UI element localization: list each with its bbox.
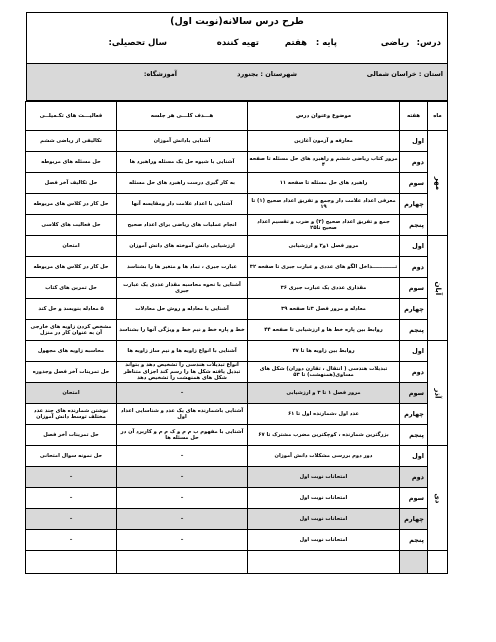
topic-cell: دور دوم بررسی مشکلات دانش آموزان	[248, 446, 400, 467]
goal-cell: آشنایی باشمارنده های یک عدد و شناسایی اعداد اول	[117, 404, 248, 425]
activity-cell: –	[26, 488, 117, 509]
week-cell: اول	[400, 341, 428, 362]
goal-cell: آشنایی بادانش آموزان	[117, 131, 248, 152]
province-text: استان : خراسان شمالی	[366, 70, 443, 78]
topic-cell: امتحانات نوبت اول	[248, 509, 400, 530]
empty-cell	[26, 551, 117, 574]
table-row	[26, 383, 448, 404]
goal-cell: –	[117, 467, 248, 488]
topic-cell: معارفه و آزمون آغازین	[248, 131, 400, 152]
week-cell: پنجم	[400, 320, 428, 341]
activity-cell: نوشتن شمارنده های چند عدد مختلف توسط دانش آموزان	[26, 404, 117, 425]
topic-cell: مقداری عددی یک عبارت جبری ۳۶	[248, 278, 400, 299]
activity-cell: حل کار در کلاس های مربوطه	[26, 257, 117, 278]
empty-cell	[117, 551, 248, 574]
goal-cell: آشنایی با اعداد علامت دار ومقایسه آنها	[117, 194, 248, 215]
lesson-plan-table	[25, 101, 448, 574]
col-topic: موضوع وعنوان درس	[248, 102, 400, 131]
month-cell	[428, 236, 448, 341]
school-text: آموزشگاه:	[143, 70, 177, 78]
empty-cell	[400, 551, 428, 574]
week-cell: سوم	[400, 173, 428, 194]
table-footer-row	[26, 551, 448, 574]
table-row	[26, 194, 448, 215]
activity-cell: –	[26, 530, 117, 551]
week-cell: پنجم	[400, 215, 428, 236]
month-name: آبان	[433, 281, 442, 295]
activity-cell: –	[26, 509, 117, 530]
goal-cell: آشنایی با نحوه محاسبه مقدار عددی یک عبارت جبری	[117, 278, 248, 299]
week-cell: دوم	[400, 362, 428, 383]
month-cell	[428, 341, 448, 446]
grade-value: هفتم	[284, 38, 307, 48]
activity-cell: حل تمرینات آخر فصل وجدوره	[26, 362, 117, 383]
activity-cell: حل تکالیف آخر فصل	[26, 173, 117, 194]
activity-cell: امتحان	[26, 236, 117, 257]
topic-cell: امتحانات نوبت اول	[248, 530, 400, 551]
topic-cell: تـــــــــــــداخل الگو های عددی و عبارت جبری تا صفحه ۳۲	[248, 257, 400, 278]
goal-cell: –	[117, 509, 248, 530]
activity-cell: حل کار در کلاس های مربوطه	[26, 194, 117, 215]
col-goal: هـــدف کلـــی هر جلسه	[117, 102, 248, 131]
table-row	[26, 320, 448, 341]
goal-cell: آشنایی با شیوه حل یک مسئله وراهبرد ها	[117, 152, 248, 173]
week-cell: چهارم	[400, 509, 428, 530]
activity-cell: حل تمرین های کتاب	[26, 278, 117, 299]
goal-cell: –	[117, 446, 248, 467]
activity-cell: مشخص کردن زاویه های خارجی آن به عنوان کار در منزل	[26, 320, 117, 341]
activity-cell: حل نمونه سوال امتحانی	[26, 446, 117, 467]
table-row	[26, 131, 448, 152]
topic-cell: روابط بین زاویه ها تا ۴۷	[248, 341, 400, 362]
table-header-row	[26, 102, 448, 131]
grade-label: پایه :	[315, 38, 337, 48]
week-cell: اول	[400, 446, 428, 467]
goal-cell: عبارت جبری ، نماد ها و متغیر ها را بشناسد	[117, 257, 248, 278]
topic-cell: راهبرد های حل مسئله تا صفحه ۱۱	[248, 173, 400, 194]
topic-cell: بزرگترین شمارنده ، کوچکترین مضرب مشترک تا ۶۷	[248, 425, 400, 446]
topic-cell: معادله و مرور فصل ۳تا صفحه ۳۹	[248, 299, 400, 320]
activity-cell: امتحان	[26, 383, 117, 404]
table-row	[26, 236, 448, 257]
month-name: آذر	[433, 387, 442, 399]
table-row	[26, 362, 448, 383]
topic-cell: جمع و تفریق اعداد صحیح (۲) و ضرب و تقسیم اعداد صحیح تا۲۵	[248, 215, 400, 236]
week-cell: اول	[400, 236, 428, 257]
table-row	[26, 278, 448, 299]
month-cell	[428, 131, 448, 236]
table-row	[26, 467, 448, 488]
topic-cell: امتحانات نوبت اول	[248, 467, 400, 488]
activity-cell: –	[26, 467, 117, 488]
week-cell: پنجم	[400, 530, 428, 551]
week-cell: سوم	[400, 278, 428, 299]
activity-cell: محاسبه زاویه های مجهول	[26, 341, 117, 362]
table-row	[26, 404, 448, 425]
table-row	[26, 299, 448, 320]
table-row	[26, 530, 448, 551]
activity-cell: تکالیفی از ریاضی ششم	[26, 131, 117, 152]
goal-cell: آشنایی با مفهوم ب م م و ک م م و کاربرد آن در حل مسئله ها	[117, 425, 248, 446]
month-name: مهر	[433, 176, 442, 190]
week-cell: سوم	[400, 383, 428, 404]
goal-cell: –	[117, 383, 248, 404]
goal-cell: به کار گیری درست راهبرد های حل مسئله	[117, 173, 248, 194]
topic-cell: عدد اول ،شمارنده اول تا ۶۱	[248, 404, 400, 425]
week-cell: چهارم	[400, 194, 428, 215]
lesson-label: درس:	[416, 38, 441, 48]
topic-cell: امتحانات نوبت اول	[248, 488, 400, 509]
topic-cell: مرور فصل ۱ تا ۳ و ارزشیابی	[248, 383, 400, 404]
topic-cell: مرور فصل ۱و۲ و ارزشیابی	[248, 236, 400, 257]
goal-cell: آشنایی با معادله و روش حل معادلات	[117, 299, 248, 320]
year-label: سال تحصیلی:	[108, 38, 167, 48]
goal-cell: خط و پاره خط و نیم خط و ویژگی آنها را بشناسد	[117, 320, 248, 341]
topic-cell: معرفی اعداد علامت دار وجمع و تفریق اعداد صحیح (۱) تا ۱۹	[248, 194, 400, 215]
col-week: هفته	[400, 102, 428, 131]
col-month: ماه	[428, 102, 448, 131]
week-cell: چهارم	[400, 299, 428, 320]
week-cell: دوم	[400, 257, 428, 278]
goal-cell: ارزشیابی دانش آموخته های دانش آموزان	[117, 236, 248, 257]
table-row	[26, 341, 448, 362]
activity-cell: ۵ معادله بنویسد و حل کند	[26, 299, 117, 320]
empty-cell	[248, 551, 400, 574]
activity-cell: حل مسئله های مربوطه	[26, 152, 117, 173]
goal-cell: انجام عملیات های ریاضی برای اعداد صحیح	[117, 215, 248, 236]
preparer-label: تهیه کننده	[216, 38, 259, 48]
month-name: دی	[433, 492, 442, 504]
empty-cell	[428, 551, 448, 574]
goal-cell: آشنایی با انواع زاویه ها و نیم ساز زاویه ها	[117, 341, 248, 362]
activity-cell: حل فعالیت های کلاسی	[26, 215, 117, 236]
table-row	[26, 152, 448, 173]
week-cell: دوم	[400, 467, 428, 488]
topic-cell: تبدیلات هندسی ( انتقال ، تقارن دوران) شکل های مساوی(همنهشت) تا ۵۳	[248, 362, 400, 383]
week-cell: دوم	[400, 152, 428, 173]
goal-cell: انواع تبدیلات هندسی را تشخیص دهد و بتواند تبدیل یافته شکل ها را رسم کند اجزای متناظر شکل های همنهشت را تشخیص دهد	[117, 362, 248, 383]
table-row	[26, 257, 448, 278]
week-cell: سوم	[400, 488, 428, 509]
lesson-plan-document	[26, 12, 448, 574]
week-cell: اول	[400, 131, 428, 152]
topic-cell: مرور کتاب ریاضی ششم و راهبرد های حل مسئله تا صفحه ۴	[248, 152, 400, 173]
goal-cell: –	[117, 530, 248, 551]
table-row	[26, 488, 448, 509]
table-row	[26, 215, 448, 236]
activity-cell: حل تمرینات آخر فصل	[26, 425, 117, 446]
city-text: شهرستان : بجنورد	[237, 70, 297, 78]
week-cell: پنجم	[400, 425, 428, 446]
location-band	[26, 64, 448, 101]
col-activity: فعالیـــت های تکـمیلــی	[26, 102, 117, 131]
document-header	[26, 12, 448, 64]
table-row	[26, 509, 448, 530]
table-row	[26, 425, 448, 446]
table-row	[26, 446, 448, 467]
table-row	[26, 173, 448, 194]
week-cell: چهارم	[400, 404, 428, 425]
month-cell	[428, 446, 448, 551]
topic-cell: روابط بین پاره خط ها و ارزشیابی تا صفحه ۴۴	[248, 320, 400, 341]
document-title: طرح درس سالانه(نوبت اول)	[170, 16, 304, 27]
goal-cell: –	[117, 488, 248, 509]
lesson-value: ریاضی	[380, 38, 409, 48]
